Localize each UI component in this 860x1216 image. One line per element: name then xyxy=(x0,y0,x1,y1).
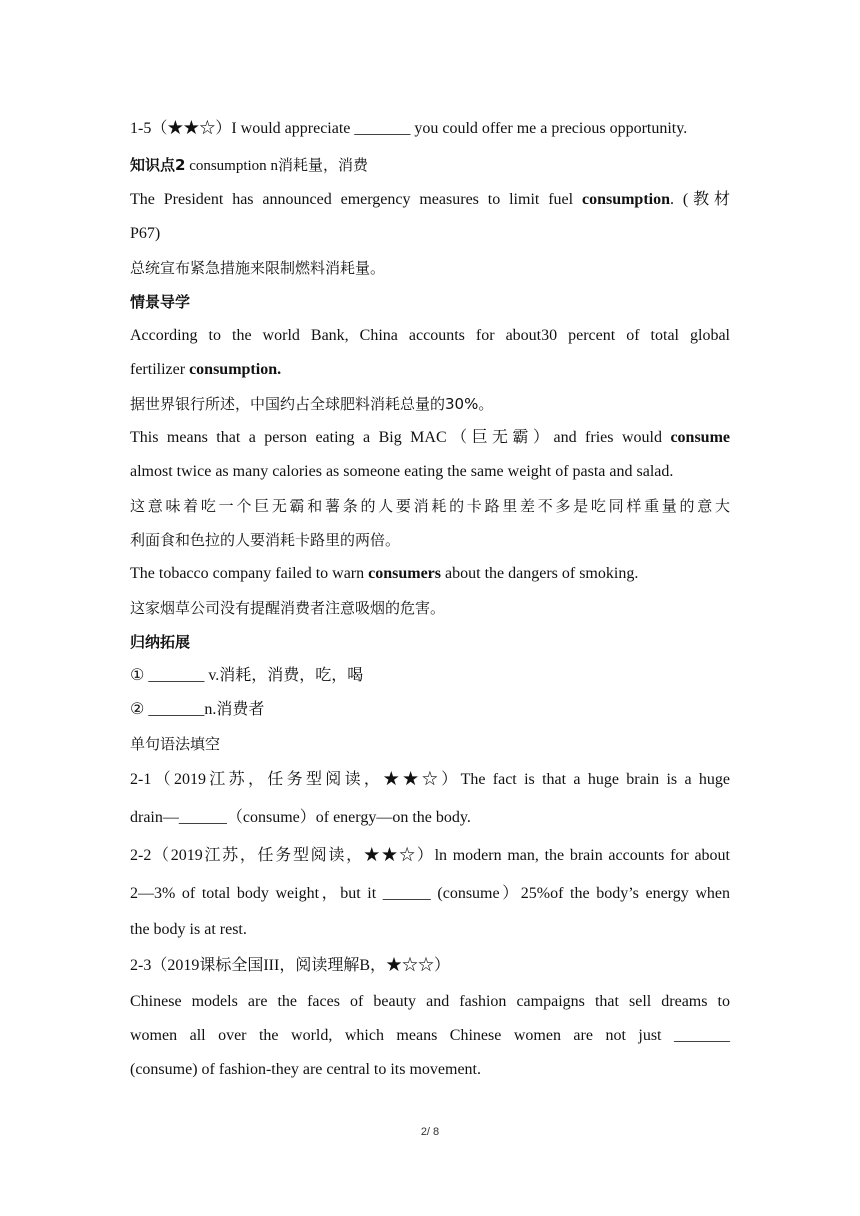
example-3-cn-line1: 这意味着吃一个巨无霸和薯条的人要消耗的卡路里差不多是吃同样重量的意大 xyxy=(130,497,730,515)
example-4-en: The tobacco company failed to warn consumers about the dangers of smoking. xyxy=(130,565,639,582)
summary-item-1: ① _______ v.消耗，消费，吃，喝 xyxy=(130,667,364,684)
question-2-3-line1: Chinese models are the faces of beauty and fashion campaigns that sell dreams to xyxy=(130,993,730,1010)
example-1-cn: 总统宣布紧急措施来限制燃料消耗量。 xyxy=(130,259,386,277)
example-1-en-continued: P67) xyxy=(130,225,161,242)
page-number: 2/ 8 xyxy=(420,1126,440,1138)
fill-blank-heading: 单句语法填空 xyxy=(130,735,221,753)
example-2-cn: 据世界银行所述，中国约占全球肥料消耗总量的30%。 xyxy=(130,395,494,413)
knowledge-point-2-heading: 知识点2 consumption n消耗量，消费 xyxy=(130,156,368,174)
question-2-1-line2: drain—______（consume）of energy—on the body. xyxy=(130,809,471,826)
scene-heading: 情景导学 xyxy=(130,293,191,311)
question-2-1-line1: 2-1（2019江苏，任务型阅读，★★☆）The fact is that a huge brain is a huge xyxy=(130,771,730,788)
question-2-3-line2: women all over the world, which means Chinese women are not just _______ xyxy=(130,1027,730,1044)
document-body xyxy=(130,110,730,1087)
example-3-en-line2: almost twice as many calories as someone eating the same weight of pasta and salad. xyxy=(130,463,674,480)
question-2-2-line1: 2-2（2019江苏，任务型阅读，★★☆）ln modern man, the brain accounts for about xyxy=(130,847,730,864)
question-2-3-line3: (consume) of fashion-they are central to its movement. xyxy=(130,1061,481,1078)
example-2-en-line1: According to the world Bank, China accounts for about30 percent of total global xyxy=(130,327,730,344)
question-2-3-header: 2-3（2019课标全国III，阅读理解B，★☆☆） xyxy=(130,957,450,974)
example-4-cn: 这家烟草公司没有提醒消费者注意吸烟的危害。 xyxy=(130,599,446,617)
example-3-cn-line2: 利面食和色拉的人要消耗卡路里的两倍。 xyxy=(130,531,401,549)
example-2-en-line2: fertilizer consumption. xyxy=(130,361,282,378)
example-3-en-line1: This means that a person eating a Big MAC（巨无霸）and fries would consume xyxy=(130,429,730,446)
summary-heading: 归纳拓展 xyxy=(130,633,191,651)
example-1-en: The President has announced emergency measures to limit fuel consumption. (教材 xyxy=(130,191,730,208)
summary-item-2: ② _______n.消费者 xyxy=(130,701,265,718)
question-2-2-line2: 2—3% of total body weight，but it ______ (consume）25%of the body’s energy when xyxy=(130,885,730,902)
question-2-2-line3: the body is at rest. xyxy=(130,921,247,938)
question-1-5: 1-5（★★☆）I would appreciate _______ you could offer me a precious opportunity. xyxy=(130,120,688,137)
